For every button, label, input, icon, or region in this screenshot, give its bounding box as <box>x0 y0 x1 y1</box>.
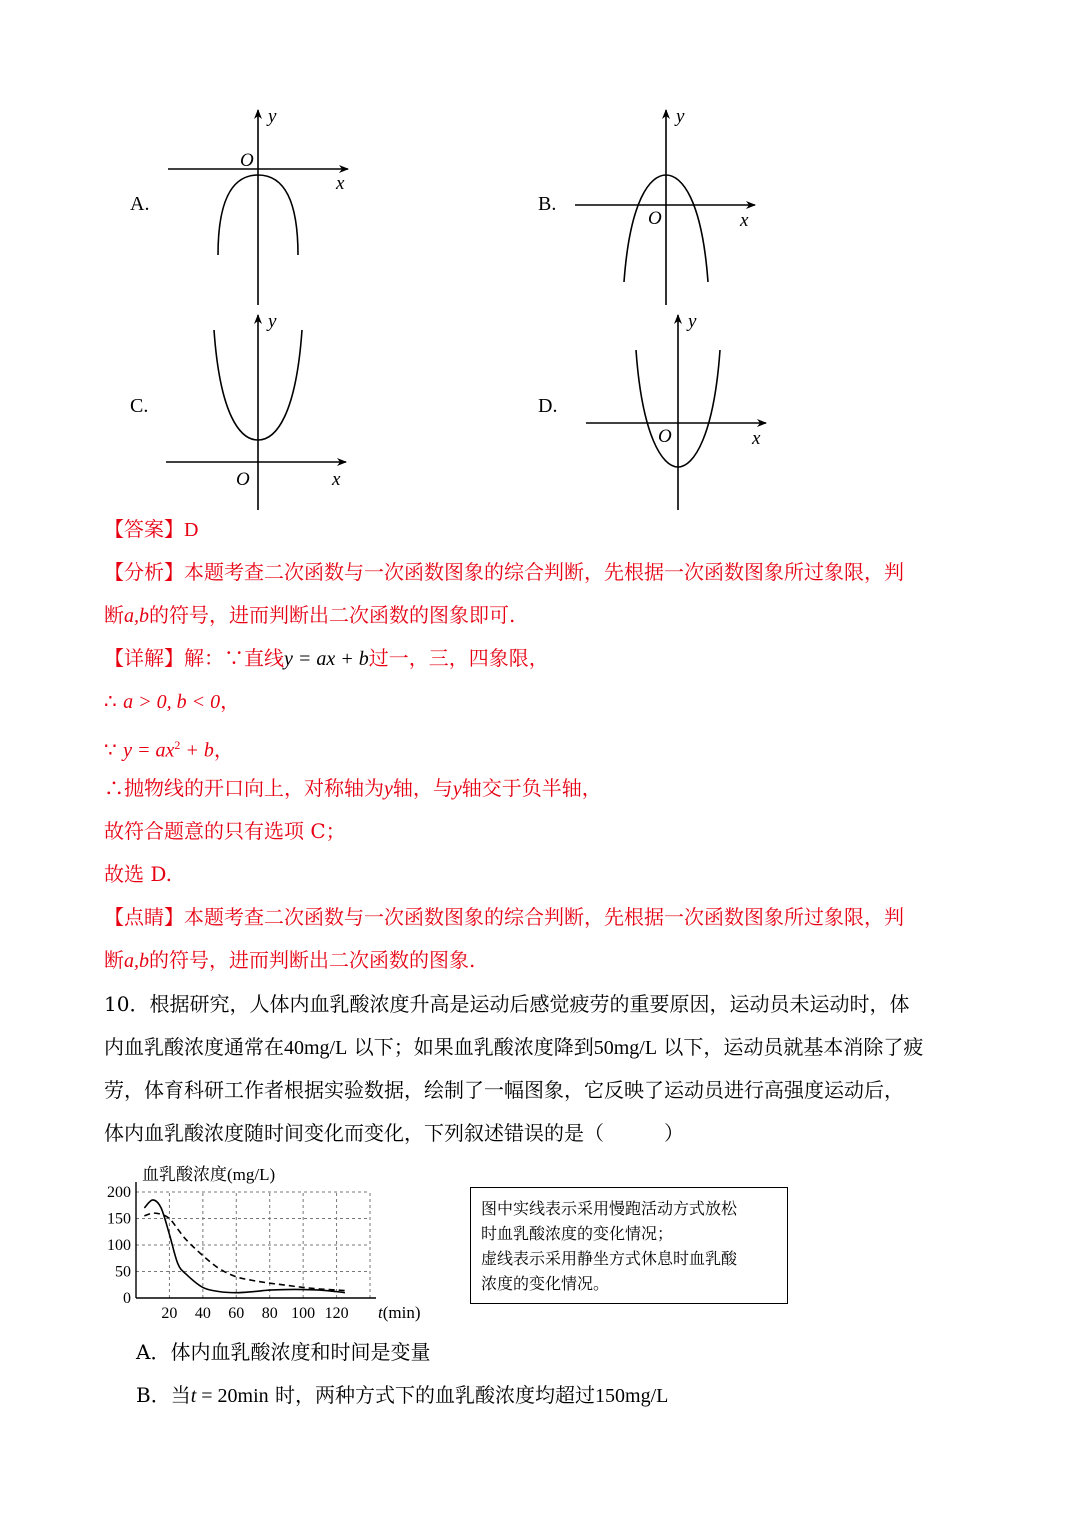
comment-line-2: 断a,b的符号，进而判断出二次函数的图象. <box>104 948 476 972</box>
option-d-label: D. <box>538 395 558 417</box>
x-label: x <box>740 210 749 231</box>
detail-line-4: ∴抛物线的开口向上，对称轴为y轴，与y轴交于负半轴， <box>104 776 602 800</box>
graph-d <box>580 305 780 515</box>
analysis-line-1: 【分析】本题考查二次函数与一次函数图象的综合判断，先根据一次函数图象所过象限，判 <box>104 560 904 584</box>
detail-line-6: 故选 D. <box>104 862 173 886</box>
detail-line-2: ∴ a > 0, b < 0， <box>104 689 241 713</box>
option-c-label: C. <box>130 395 149 417</box>
note-line-4: 浓度的变化情况。 <box>481 1274 610 1293</box>
y-tick-label: 150 <box>107 1210 131 1228</box>
x-label: x <box>752 428 761 449</box>
chart-ylabel: 血乳酸浓度(mg/L) <box>142 1165 276 1184</box>
x-tick-label: 80 <box>261 1305 278 1322</box>
y-label: y <box>688 311 697 332</box>
lactate-chart <box>98 1158 438 1328</box>
answer-tag: 【答案】 <box>104 517 184 541</box>
x-label: x <box>332 469 341 490</box>
comment-line-1: 【点睛】本题考查二次函数与一次函数图象的综合判断，先根据一次函数图象所过象限，判 <box>104 905 904 929</box>
option-a-label: A. <box>130 193 150 215</box>
analysis-line-2: 断a,b的符号，进而判断出二次函数的图象即可. <box>104 603 516 627</box>
detail-tag: 【详解】 <box>104 646 184 670</box>
choice-b-label: B． <box>136 1383 171 1407</box>
q10-line-3: 劳，体育科研工作者根据实验数据，绘制了一幅图象，它反映了运动员进行高强度运动后， <box>104 1078 904 1102</box>
answer-line <box>104 515 198 544</box>
y-tick-label: 100 <box>107 1237 131 1254</box>
y-tick-label: 50 <box>115 1263 131 1281</box>
chart-note-box <box>470 1187 788 1304</box>
x-tick-label: 120 <box>324 1305 349 1322</box>
x-tick-label: 20 <box>161 1305 178 1322</box>
q10-line-2: 内血乳酸浓度通常在40mg/L 以下；如果血乳酸浓度降到50mg/L 以下，运动员就基本消除了疲 <box>104 1035 924 1059</box>
q10-line-4: 体内血乳酸浓度随时间变化而变化，下列叙述错误的是（ ） <box>104 1121 684 1145</box>
x-label: x <box>336 173 345 194</box>
origin-label: O <box>240 150 254 171</box>
y-label: y <box>268 106 277 127</box>
y-label: y <box>676 106 685 127</box>
y-label: y <box>268 311 277 332</box>
x-tick-label: 60 <box>228 1305 245 1322</box>
note-line-3: 虚线表示采用静坐方式休息时血乳酸 <box>481 1249 738 1268</box>
analysis-tag: 【分析】 <box>104 560 184 584</box>
origin-label: O <box>648 208 662 229</box>
detail-line-5: 故符合题意的只有选项 C； <box>104 819 346 843</box>
q10-line-1: 10．根据研究，人体内血乳酸浓度升高是运动后感觉疲劳的重要原因，运动员未运动时，体 <box>104 992 910 1016</box>
note-line-2: 时血乳酸浓度的变化情况； <box>481 1224 674 1243</box>
detail-line-3: ∵ $y = ax^2 + b$， <box>104 737 234 762</box>
choice-a <box>136 1338 430 1366</box>
chart-xlabel: t(min) <box>378 1303 421 1322</box>
note-line-1: 图中实线表示采用慢跑活动方式放松 <box>481 1199 738 1218</box>
origin-label: O <box>658 426 672 447</box>
option-b-label: B. <box>538 193 557 215</box>
answer-value: D <box>184 519 199 541</box>
graph-c <box>160 305 360 515</box>
y-tick-label: 0 <box>123 1290 131 1307</box>
choice-b: B．当t = 20min 时，两种方式下的血乳酸浓度均超过150mg/L <box>136 1383 669 1407</box>
choice-a-text: 体内血乳酸浓度和时间是变量 <box>170 1340 431 1364</box>
y-tick-label: 200 <box>107 1184 131 1201</box>
x-tick-label: 100 <box>291 1305 316 1322</box>
graph-a <box>160 100 360 310</box>
graph-b <box>570 100 770 310</box>
x-tick-label: 40 <box>194 1305 211 1322</box>
detail-line-1: 【详解】解：∵直线y = ax + b过一，三，四象限， <box>104 646 549 670</box>
choice-a-label: A． <box>136 1340 171 1364</box>
origin-label: O <box>236 469 250 490</box>
comment-tag: 【点睛】 <box>104 905 184 929</box>
